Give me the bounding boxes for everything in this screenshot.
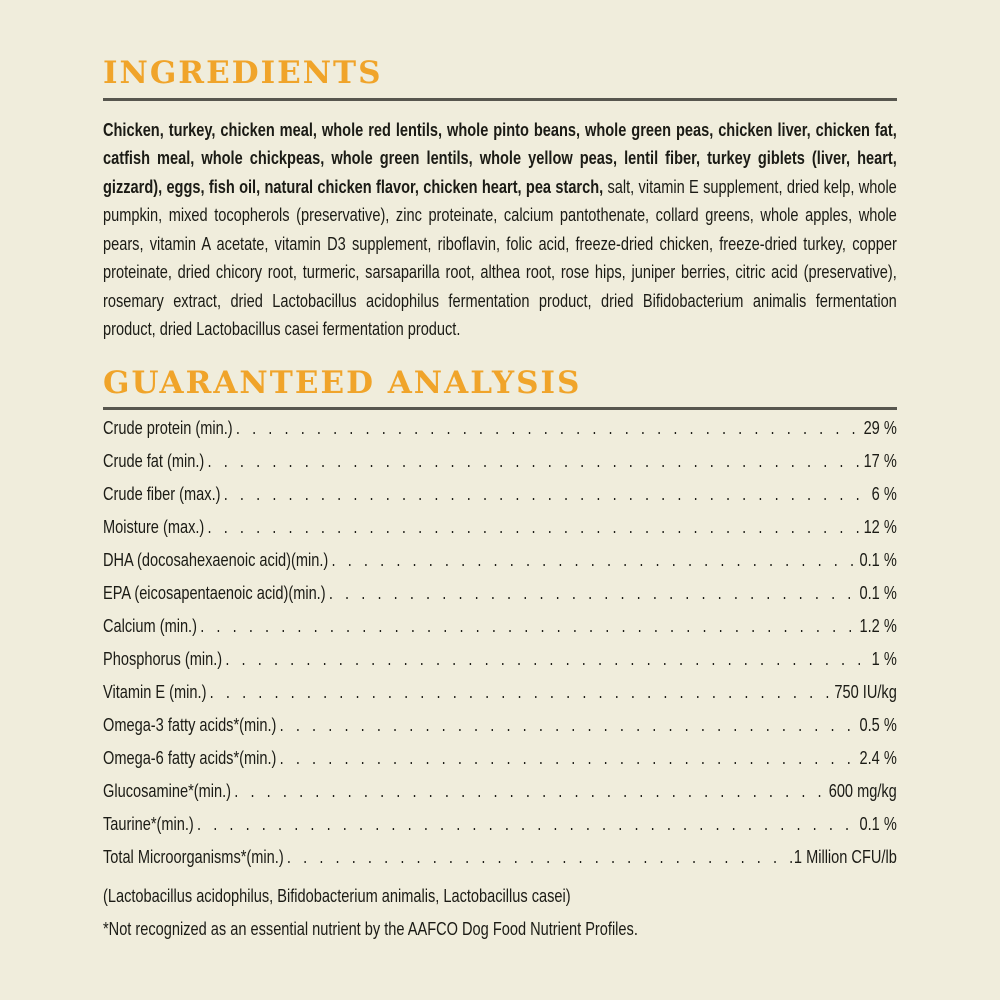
ingredients-secondary-text: salt, vitamin E supplement, dried kelp, whole pumpkin, mixed tocopherols (preservative), zinc proteinate, calcium pantothenate, collard greens, whole apples, whole pears, vitamin A acetate, vitamin D3 supplement, riboflavin, folic acid, freeze-dried chicken, freeze-dried turkey, copper proteinate, dried chicory root, turmeric, sarsaparilla root, althea root, rose hips, juniper berries, citric acid (preservative), rosemary extract, dried Lactobacillus acidophilus fermentation product, dried Bifidobacterium animalis fermentation product, dried Lactobacillus casei fermentation product. [103,176,897,340]
ingredients-text [103,116,897,344]
analysis-row [103,517,897,550]
analysis-row-label: Omega-3 fatty acids*(min.) [103,715,277,736]
analysis-row-value: 1 Million CFU/lb [793,847,897,868]
dot-leader [208,451,862,472]
dot-leader [208,517,862,538]
guaranteed-analysis-divider [103,407,897,410]
dot-leader [200,616,858,637]
dot-leader [280,748,858,769]
analysis-row-value: 0.1 % [859,814,897,835]
analysis-table [103,418,897,880]
analysis-row-label: Taurine*(min.) [103,814,194,835]
analysis-row-label: Calcium (min.) [103,616,197,637]
analysis-row [103,649,897,682]
analysis-row [103,550,897,583]
analysis-row [103,451,897,484]
ingredients-body [103,116,897,344]
analysis-row [103,814,897,847]
analysis-row-value: 12 % [863,517,897,538]
dot-leader [287,847,792,868]
analysis-row-value: 0.1 % [859,550,897,571]
dot-leader [236,418,862,439]
analysis-row-label: Moisture (max.) [103,517,205,538]
analysis-row-value: 2.4 % [859,748,897,769]
dot-leader [224,484,870,505]
analysis-row-value: 1.2 % [859,616,897,637]
analysis-row-value: 600 mg/kg [828,781,897,802]
analysis-row-label: DHA (docosahexaenoic acid)(min.) [103,550,329,571]
ingredients-primary-text: Chicken, turkey, chicken meal, whole red lentils, whole pinto beans, whole green peas, chicken liver, chicken fat, catfish meal, whole chickpeas, whole green lentils, whole yellow peas, lentil fiber, turkey giblets (liver, heart, gizzard), eggs, fish oil, natural chicken flavor, chicken heart, pea starch, [103,119,897,197]
analysis-row-label: Omega-6 fatty acids*(min.) [103,748,277,769]
analysis-row-value: 29 % [863,418,897,439]
dot-leader [210,682,833,703]
analysis-row [103,682,897,715]
dot-leader [225,649,870,670]
analysis-row-label: Crude protein (min.) [103,418,233,439]
analysis-row [103,748,897,781]
analysis-row-value: 1 % [871,649,897,670]
dot-leader [197,814,858,835]
analysis-row [103,583,897,616]
dot-leader [332,550,858,571]
analysis-row [103,616,897,649]
analysis-row-label: Phosphorus (min.) [103,649,223,670]
analysis-row-label: EPA (eicosapentaenoic acid)(min.) [103,583,326,604]
analysis-row [103,847,897,880]
analysis-row [103,484,897,517]
dot-leader [280,715,858,736]
analysis-row-value: 17 % [863,451,897,472]
analysis-row-label: Glucosamine*(min.) [103,781,232,802]
microorganisms-subnote: (Lactobacillus acidophilus, Bifidobacterium animalis, Lactobacillus casei) [103,886,571,907]
guaranteed-analysis-heading: GUARANTEED ANALYSIS [103,364,582,401]
analysis-row-label: Total Microorganisms*(min.) [103,847,284,868]
analysis-row-value: 0.1 % [859,583,897,604]
ingredients-divider [103,98,897,101]
analysis-row-label: Crude fat (min.) [103,451,205,472]
analysis-row-value: 6 % [871,484,897,505]
analysis-row-label: Vitamin E (min.) [103,682,207,703]
dot-leader [329,583,858,604]
analysis-row [103,715,897,748]
ingredients-section [103,56,897,344]
analysis-row [103,781,897,814]
analysis-row-value: 0.5 % [859,715,897,736]
analysis-row-label: Crude fiber (max.) [103,484,221,505]
ingredients-heading: INGREDIENTS [103,55,383,91]
analysis-row [103,418,897,451]
guaranteed-analysis-section [103,366,897,947]
aafco-footnote: *Not recognized as an essential nutrient by the AAFCO Dog Food Nutrient Profiles. [103,919,638,940]
guaranteed-analysis-body [103,418,897,946]
analysis-row-value: 750 IU/kg [834,682,897,703]
dot-leader [234,781,827,802]
